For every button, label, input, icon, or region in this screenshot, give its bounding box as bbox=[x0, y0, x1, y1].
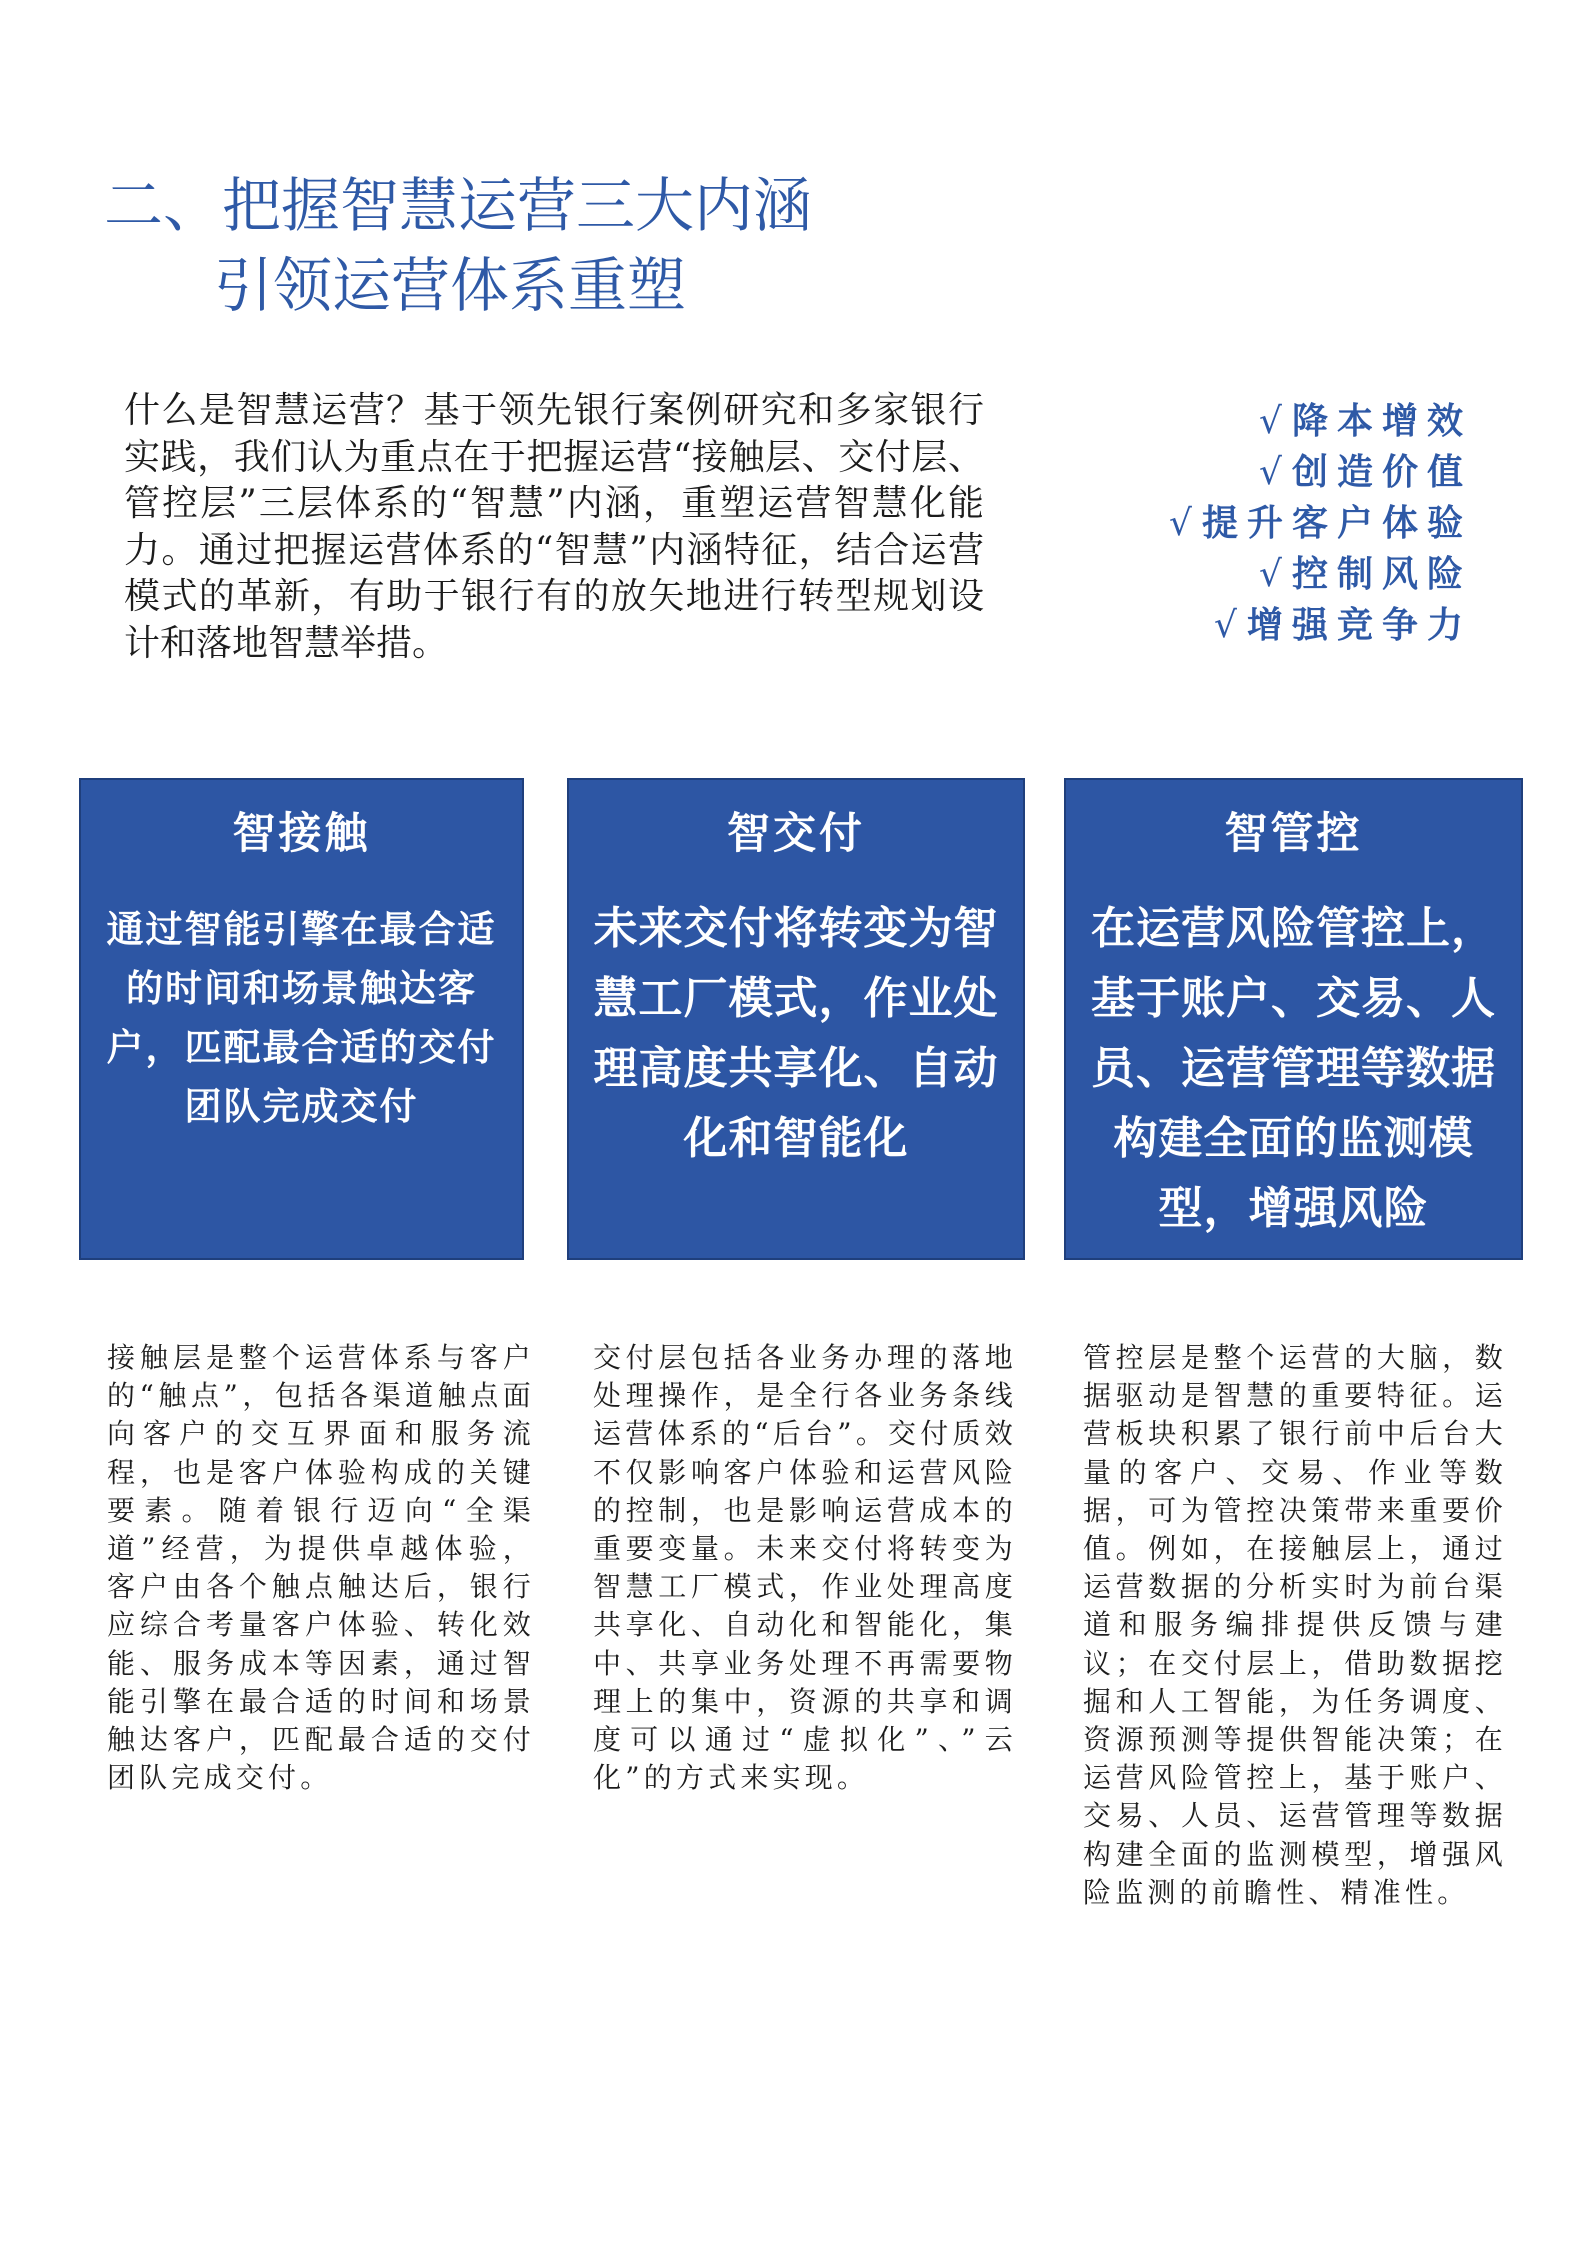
checkmark-icon: √ bbox=[1169, 503, 1192, 544]
checkmark-icon: √ bbox=[1259, 554, 1282, 595]
pillar-summary: 未来交付将转变为智慧工厂模式，作业处理高度共享化、自动化和智能化 bbox=[593, 903, 999, 1164]
pillar-title: 智接触 bbox=[232, 809, 371, 859]
benefit-label: 增强竞争力 bbox=[1246, 605, 1472, 646]
benefit-item bbox=[1169, 549, 1472, 600]
pillar-title: 智管控 bbox=[1224, 809, 1363, 859]
checkmark-icon: √ bbox=[1259, 401, 1282, 442]
pillar-title: 智交付 bbox=[727, 809, 865, 859]
benefit-item bbox=[1169, 396, 1472, 447]
pillar-card-contact bbox=[79, 778, 524, 1260]
benefit-label: 降本增效 bbox=[1291, 401, 1472, 442]
benefit-label: 创造价值 bbox=[1291, 452, 1472, 493]
pillar-summary: 在运营风险管控上，基于账户、交易、人员、运营管理等数据构建全面的监测模型，增强风险 bbox=[1091, 903, 1496, 1234]
intro-paragraph: 什么是智慧运营？基于领先银行案例研究和多家银行实践，我们认为重点在于把握运营“接触层、交付层、管控层”三层体系的“智慧”内涵，重塑运营智慧化能力。通过把握运营体系的“智慧”内涵特征，结合运营模式的革新，有助于银行有的放矢地进行转型规划设计和落地智慧举措。 bbox=[124, 390, 984, 664]
section-title-line-1: 二、把握智慧运营三大内涵 bbox=[104, 171, 813, 240]
checkmark-icon: √ bbox=[1259, 452, 1282, 493]
pillar-card-control bbox=[1064, 778, 1523, 1260]
benefit-label: 提升客户体验 bbox=[1201, 503, 1472, 544]
benefit-item bbox=[1169, 447, 1472, 498]
benefits-list bbox=[1169, 396, 1472, 651]
section-title-line-2: 引领运营体系重塑 bbox=[214, 251, 687, 320]
checkmark-icon: √ bbox=[1214, 605, 1237, 646]
detail-text-delivery: 交付层包括各业务办理的落地处理操作，是全行各业务条线运营体系的“后台”。交付质效不仅影响客户体验和运营风险的控制，也是影响运营成本的重要变量。未来交付将转变为智慧工厂模式，作业处理高度共享化、自动化和智能化，集中、共享业务处理不再需要物理上的集中，资源的共享和调度可以通过“虚拟化”、”云化”的方式来实现。 bbox=[593, 1341, 1017, 1795]
benefit-item bbox=[1169, 498, 1472, 549]
detail-text-control: 管控层是整个运营的大脑，数据驱动是智慧的重要特征。运营板块积累了银行前中后台大量的客户、交易、作业等数据，可为管控决策带来重要价值。例如，在接触层上，通过运营数据的分析实时为前台渠道和服务编排提供反馈与建议；在交付层上，借助数据挖掘和人工智能，为任务调度、资源预测等提供智能决策；在运营风险管控上，基于账户、交易、人员、运营管理等数据构建全面的监测模型，增强风险监测的前瞻性、精准性。 bbox=[1083, 1341, 1507, 1909]
benefit-label: 控制风险 bbox=[1291, 554, 1472, 595]
pillar-card-delivery bbox=[567, 778, 1025, 1260]
benefit-item bbox=[1169, 600, 1472, 651]
detail-text-contact: 接触层是整个运营体系与客户的“触点”，包括各渠道触点面向客户的交互界面和服务流程，也是客户体验构成的关键要素。随着银行迈向“全渠道”经营，为提供卓越体验，客户由各个触点触达后，银行应综合考量客户体验、转化效能、服务成本等因素，通过智能引擎在最合适的时间和场景触达客户，匹配最合适的交付团队完成交付。 bbox=[107, 1341, 535, 1795]
pillar-summary: 通过智能引擎在最合适的时间和场景触达客户，匹配最合适的交付团队完成交付 bbox=[106, 907, 497, 1128]
